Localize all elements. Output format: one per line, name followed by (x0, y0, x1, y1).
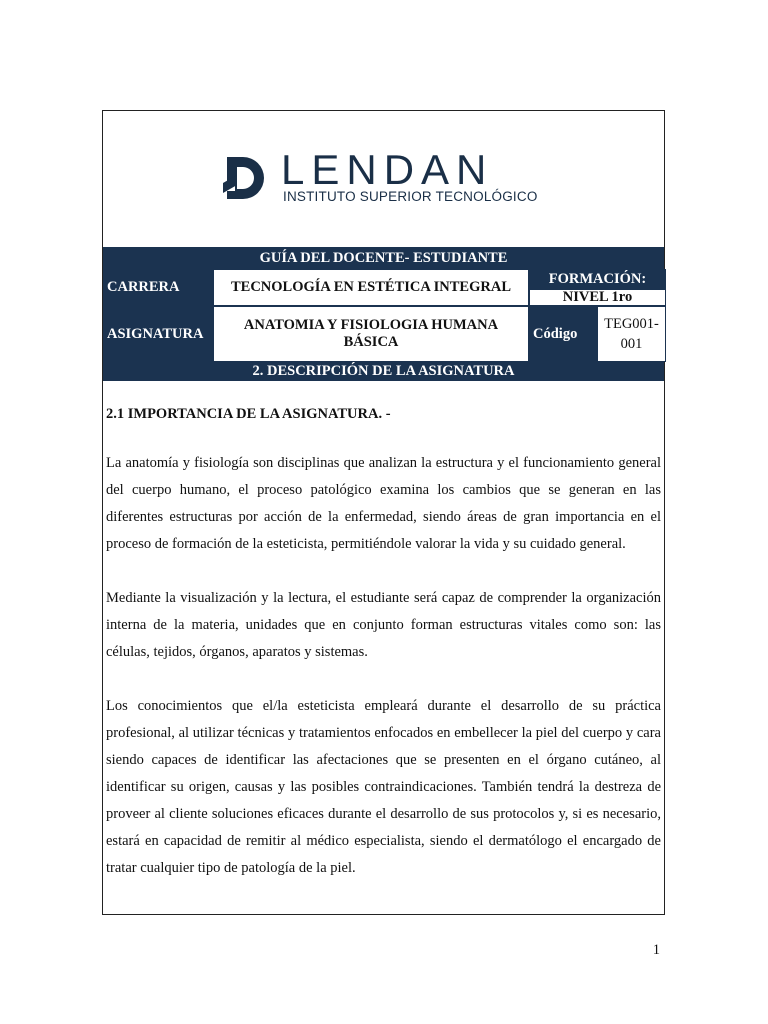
paragraph: Mediante la visualización y la lectura, el estudiante será capaz de comprender la organización interna de la materia, unidades que en conjunto forman estructuras vitales como son: las células, tejidos, órganos, aparatos y sistemas. (106, 590, 661, 660)
logo-wordmark: LENDAN (281, 146, 494, 193)
guide-title: GUÍA DEL DOCENTE- ESTUDIANTE (103, 247, 664, 269)
formacion-label: FORMACIÓN: (529, 269, 666, 289)
section-content (103, 381, 664, 909)
logo-subtitle: INSTITUTO SUPERIOR TECNOLÓGICO (283, 189, 538, 204)
paragraph: La anatomía y fisiología son disciplinas que analizan la estructura y el funcionamiento general del cuerpo humano, el proceso patológico examina los cambios que se generan en las diferentes estructuras por acción de la enfermedad, siendo áreas de gran importancia en el proceso de formación de la esteticista, permitiéndole valorar la vida y su cuidado general. (106, 455, 661, 552)
document-frame (102, 110, 665, 915)
carrera-value: TECNOLOGÍA EN ESTÉTICA INTEGRAL (213, 269, 529, 306)
carrera-label: CARRERA (103, 269, 213, 306)
codigo-label: Código (529, 306, 597, 362)
codigo-value: TEG001-001 (597, 306, 666, 362)
asignatura-label: ASIGNATURA (103, 306, 213, 362)
paragraph: Los conocimientos que el/la esteticista empleará durante el desarrollo de su práctica profesional, al utilizar técnicas y tratamientos enfocados en embellecer la piel del cuerpo y cara siendo capaces de identificar las afectaciones que se presenten en el órgano cutáneo, al identificar su origen, causas y las posibles contraindicaciones. También tendrá la destreza de proveer al cliente soluciones eficaces durante el desarrollo de sus protocolos y, si es necesario, estará en capacidad de remitir al médico especialista, siendo el dermatólogo el encargado de tratar cualquier tipo de patología de la piel. (106, 698, 661, 876)
section-subheading: 2.1 IMPORTANCIA DE LA ASIGNATURA. - (106, 406, 391, 422)
lendan-logo-icon (223, 155, 269, 201)
section-title: 2. DESCRIPCIÓN DE LA ASIGNATURA (103, 362, 664, 381)
page-number: 1 (652, 942, 660, 958)
logo-area (103, 111, 664, 247)
asignatura-value: ANATOMIA Y FISIOLOGIA HUMANA BÁSICA (213, 306, 529, 362)
formacion-value: NIVEL 1ro (529, 289, 666, 306)
